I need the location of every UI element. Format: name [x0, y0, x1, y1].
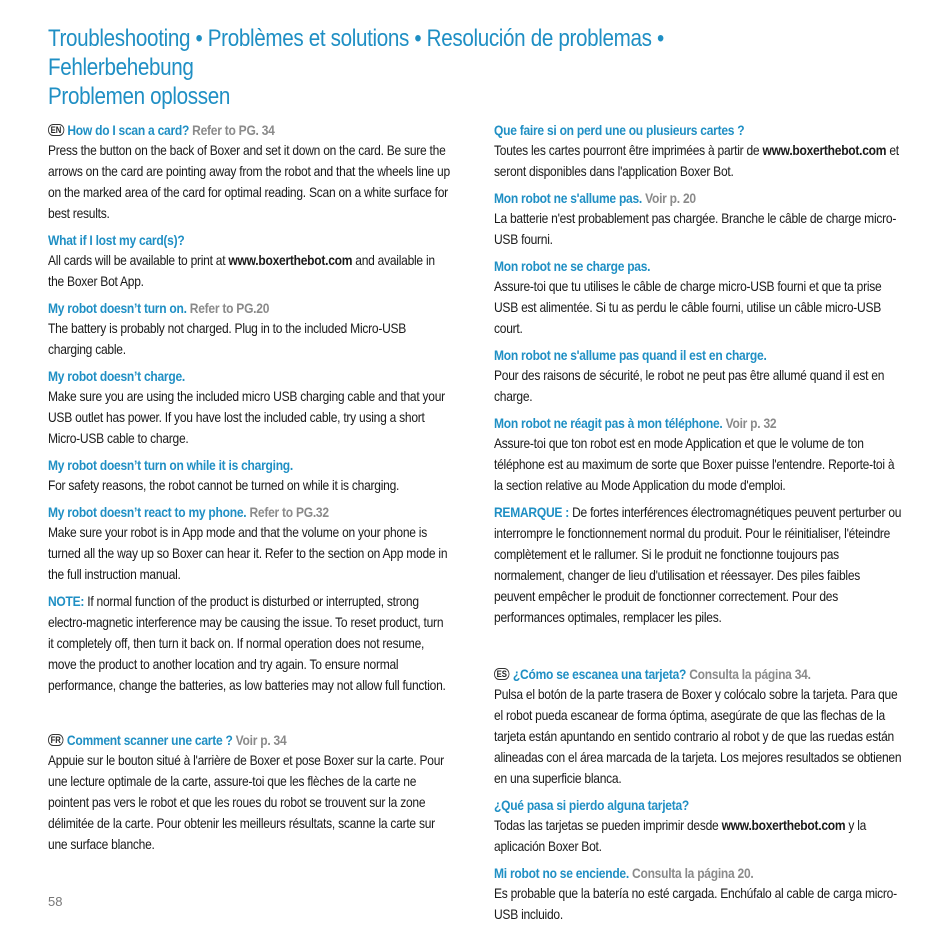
en-q1-ref: Refer to PG. 34 [192, 122, 275, 138]
section-spanish [494, 664, 903, 925]
left-column [48, 120, 452, 861]
es-website: www.boxerthebot.com [721, 817, 846, 833]
fr-a3: La batterie n'est probablement pas chargée. Branche le câble de charge micro-USB fourni. [494, 210, 897, 247]
fr-a6: Assure-toi que ton robot est en mode Application et que le volume de ton téléphone est au maximum de sorte que Boxer puisse l'entendre. Reporte-toi à la section relative au Mode Application du mode d'emploi. [494, 435, 895, 493]
fr-a2: Toutes les cartes pourront être imprimées à partir de www.boxerthebot.com et seront disponibles dans l'application Boxer Bot. [494, 142, 899, 179]
en-q5: My robot doesn’t turn on while it is charging. [48, 457, 293, 473]
spanish-badge-icon: ES [494, 668, 509, 680]
es-a2: Todas las tarjetas se pueden imprimir desde www.boxerthebot.com y la aplicación Boxer Bot. [494, 817, 867, 854]
es-q3-ref: Consulta la página 20. [632, 865, 754, 881]
right-column [494, 120, 904, 931]
fr-q2: Que faire si on perd une ou plusieurs cartes ? [494, 122, 745, 138]
section-french [48, 730, 451, 855]
en-note-label: NOTE: [48, 593, 85, 609]
en-q1: EN How do I scan a card? Refer to PG. 34 [48, 120, 451, 140]
es-q2: ¿Qué pasa si pierdo alguna tarjeta? [494, 797, 690, 813]
en-a2: All cards will be available to print at www.boxerthebot.com and available in the Boxer Bot App. [48, 252, 435, 289]
fr-q1: FR Comment scanner une carte ? Voir p. 34 [48, 730, 451, 750]
en-a1: Press the button on the back of Boxer and set it down on the card. Be sure the arrows on the card are pointing away from the robot and that the wheels line up on the marked area of the card for optimal reading. Scan on a white surface for best results. [48, 142, 450, 221]
section-french-continued [494, 120, 903, 628]
en-q2: What if I lost my card(s)? [48, 232, 185, 248]
fr-q1-ref: Voir p. 34 [235, 732, 287, 748]
french-badge-icon: FR [48, 734, 63, 746]
page-title-line-1: Troubleshooting • Problèmes et solutions • Resolución de problemas • Fehlerbehebung [48, 25, 664, 81]
en-a6: Make sure your robot is in App mode and that the volume on your phone is turned all the way up so Boxer can hear it. Refer to the section on App mode in the full instruction manual. [48, 524, 448, 582]
fr-q5: Mon robot ne s'allume pas quand il est en charge. [494, 347, 767, 363]
fr-q4: Mon robot ne se charge pas. [494, 258, 651, 274]
page-title-line-2: Problemen oplossen [48, 83, 230, 110]
fr-q3: Mon robot ne s'allume pas. Voir p. 20 [494, 190, 696, 206]
fr-website: www.boxerthebot.com [762, 142, 887, 158]
es-a1: Pulsa el botón de la parte trasera de Boxer y colócalo sobre la tarjeta. Para que el robot pueda escanear de forma óptima, asegúrate de que las flechas de la tarjeta están apuntando en sentido contrario al robot y de que las ruedas están alineadas con el área marcada de la tarjeta. Los mejores resultados se obtienen en una superficie blanca. [494, 686, 902, 786]
fr-a1: Appuie sur le bouton situé à l'arrière de Boxer et pose Boxer sur la carte. Pour une lecture optimale de la carte, assure-toi que les flèches de la carte ne pointent pas vers le robot et que les roues du robot se trouvent sur la zone délimitée de la carte. Pour obtenir les meilleurs résultats, scanne la carte sur une surface blanche. [48, 752, 444, 852]
en-q4: My robot doesn’t charge. [48, 368, 185, 384]
es-a3: Es probable que la batería no esté cargada. Enchúfalo al cable de carga micro-USB incluido. [494, 885, 897, 922]
es-q1: ES ¿Cómo se escanea una tarjeta? Consulta la página 34. [494, 664, 903, 684]
fr-q6: Mon robot ne réagit pas à mon téléphone. Voir p. 32 [494, 415, 777, 431]
en-q6-ref: Refer to PG.32 [249, 504, 329, 520]
fr-a5: Pour des raisons de sécurité, le robot ne peut pas être allumé quand il est en charge. [494, 367, 885, 404]
page-title [48, 24, 805, 111]
es-q1-ref: Consulta la página 34. [689, 666, 811, 682]
fr-q3-ref: Voir p. 20 [645, 190, 696, 206]
en-q6: My robot doesn’t react to my phone. Refer to PG.32 [48, 504, 329, 520]
en-q3-ref: Refer to PG.20 [189, 300, 270, 316]
es-q3: Mi robot no se enciende. Consulta la página 20. [494, 865, 754, 881]
section-english [48, 120, 451, 696]
page-number: 58 [48, 894, 63, 909]
en-a4: Make sure you are using the included micro USB charging cable and that your USB outlet has power. If you have lost the included cable, try using a short Micro-USB cable to charge. [48, 388, 445, 446]
en-website: www.boxerthebot.com [228, 252, 353, 268]
english-badge-icon: EN [48, 124, 64, 136]
fr-q6-ref: Voir p. 32 [725, 415, 777, 431]
fr-a4: Assure-toi que tu utilises le câble de charge micro-USB fourni et que ta prise USB est alimentée. Si tu as perdu le câble fourni, utilise un câble micro-USB court. [494, 278, 882, 336]
en-q3: My robot doesn’t turn on. Refer to PG.20 [48, 300, 270, 316]
en-note: NOTE: If normal function of the product is disturbed or interrupted, strong electro-magnetic interference may be causing the issue. To reset product, turn it completely off, then turn it back on. If normal operation does not resume, move the product to another location and try again. To ensure normal performance, change the batteries, as low batteries may not allow full function. [48, 593, 446, 693]
fr-note: REMARQUE : De fortes interférences électromagnétiques peuvent perturber ou interrompre le fonctionnement normal du produit. Pour le réinitialiser, l'éteindre complètement et le rallumer. Si le produit ne fonctionne toujours pas normalement, changer de lieu d'utilisation et réessayer. Des piles faibles peuvent empêcher le produit de fonctionner correctement. Pour des performances optimales, remplacer les piles. [494, 504, 902, 625]
en-a3: The battery is probably not charged. Plug in to the included Micro-USB charging cable. [48, 320, 407, 357]
fr-note-label: REMARQUE : [494, 504, 570, 520]
en-a5: For safety reasons, the robot cannot be turned on while it is charging. [48, 477, 400, 493]
